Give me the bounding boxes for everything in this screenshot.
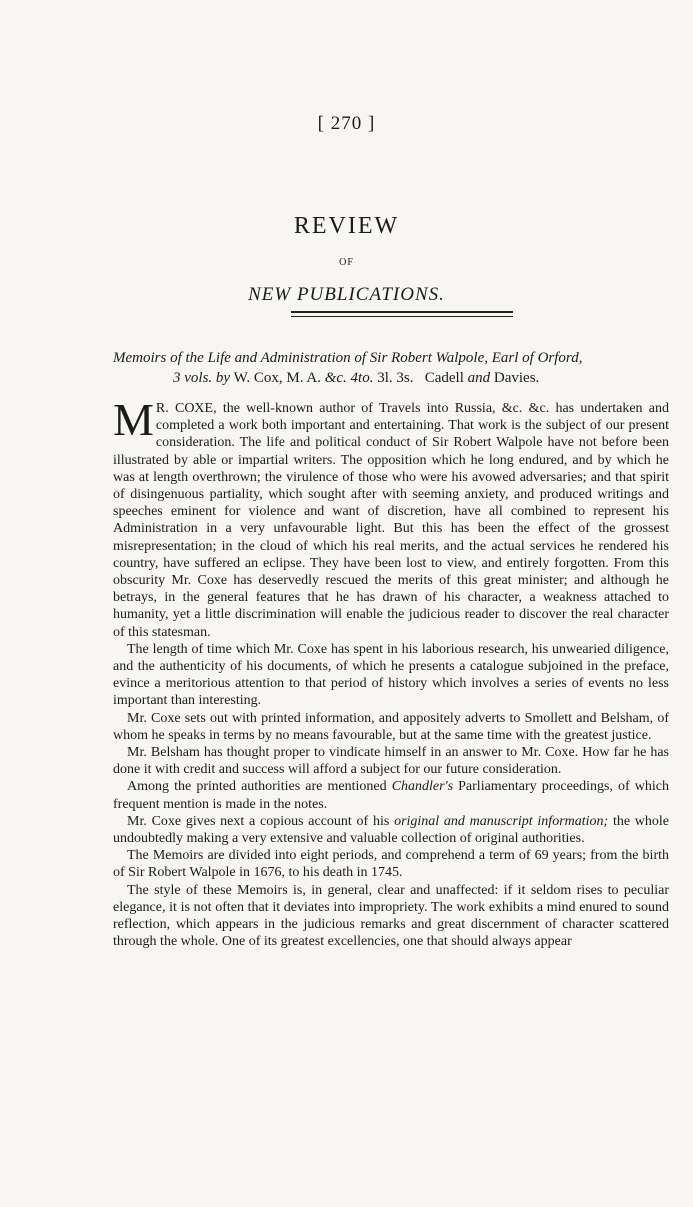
page-number: [ 270 ]	[317, 113, 376, 134]
book-details: 3 vols. by W. Cox, M. A. &c. 4to. 3l. 3s. Cadell and Davies.	[173, 370, 540, 386]
paragraph-2: The length of time which Mr. Coxe has spent in his laborious research, his unwearied diligence, and the authenticity of his documents, of which he presents a catalogue subjoined in the preface, evince a meritorious attention to that period of history which involves a series of events no less important than interesting.	[113, 641, 669, 709]
paragraph-8: The style of these Memoirs is, in general, clear and unaffected: if it seldom rises to peculiar elegance, it is not often that it deviates into impropriety. The work exhibits a mind enured to sound reflection, which appears in the judicious remarks and great discernment of character scattered through the whole. One of its greatest excellencies, one that should always appear	[113, 882, 669, 950]
section-title-review: REVIEW	[293, 213, 400, 239]
paragraph-7: The Memoirs are divided into eight periods, and comprehend a term of 69 years; from the birth of Sir Robert Walpole in 1676, to his death in 1745.	[113, 848, 669, 881]
title-rule-thick	[291, 311, 513, 313]
paragraph-4: Mr. Belsham has thought proper to vindicate himself in an answer to Mr. Coxe. How far he has done it with credit and success will afford a subject for our future consideration.	[113, 745, 669, 778]
book-heading	[113, 348, 673, 388]
section-title-new-publications: NEW PUBLICATIONS.	[248, 284, 445, 305]
paragraph-3: Mr. Coxe sets out with printed information, and appositely adverts to Smollett and Belsham, of whom he speaks in terms by no means favourable, but at the same time with the greatest justice.	[113, 710, 669, 743]
book-price: 3l. 3s.	[377, 370, 414, 386]
paragraph-6: Mr. Coxe gives next a copious account of his original and manuscript information; the whole undoubtedly making a very extensive and valuable collection of original authorities.	[113, 813, 670, 847]
review-body	[113, 394, 670, 951]
paragraph-1: M R. COXE, the well-known author of Travels into Russia, &c. &c. has undertaken and completed a work both important and entertaining. That work is the subject of our present consideration. The life and political conduct of Sir Robert Walpole have not before been illustrated by able or impartial writers. The opposition which he long endured, and by which he was at length overthrown; the virulence of those who were his avowed adversaries; and that spirit of disingenuous partiality, which sought after with seeming anxiety, and produced writings and speeches eminent for violence and want of discretion, have all combined to represent his Administration in a very unfavourable light. But this has been the effect of the grossest misrepresentation; in the cloud of which his real merits, and the actual services he rendered his country, have suffered an eclipse. They have been lost to view, and entirely forgotten. From this obscurity Mr. Coxe has deservedly rescued the merits of this great minister; and although he betrays, in the general features that he has drawn of his character, a weakness attached to humanity, yet a little discrimination will enable the judicious reader to discover the real character of this statesman.	[113, 394, 669, 640]
section-title-of: OF	[339, 257, 354, 268]
paragraph-5: Among the printed authorities are mentioned Chandler's Parliamentary proceedings, of which frequent mention is made in the notes.	[113, 779, 670, 812]
title-rule-thin	[291, 316, 513, 317]
book-author: W. Cox, M. A.	[233, 370, 321, 386]
book-title: Memoirs of the Life and Administration of Sir Robert Walpole, Earl of Orford,	[113, 350, 583, 366]
drop-cap: M	[113, 394, 154, 445]
